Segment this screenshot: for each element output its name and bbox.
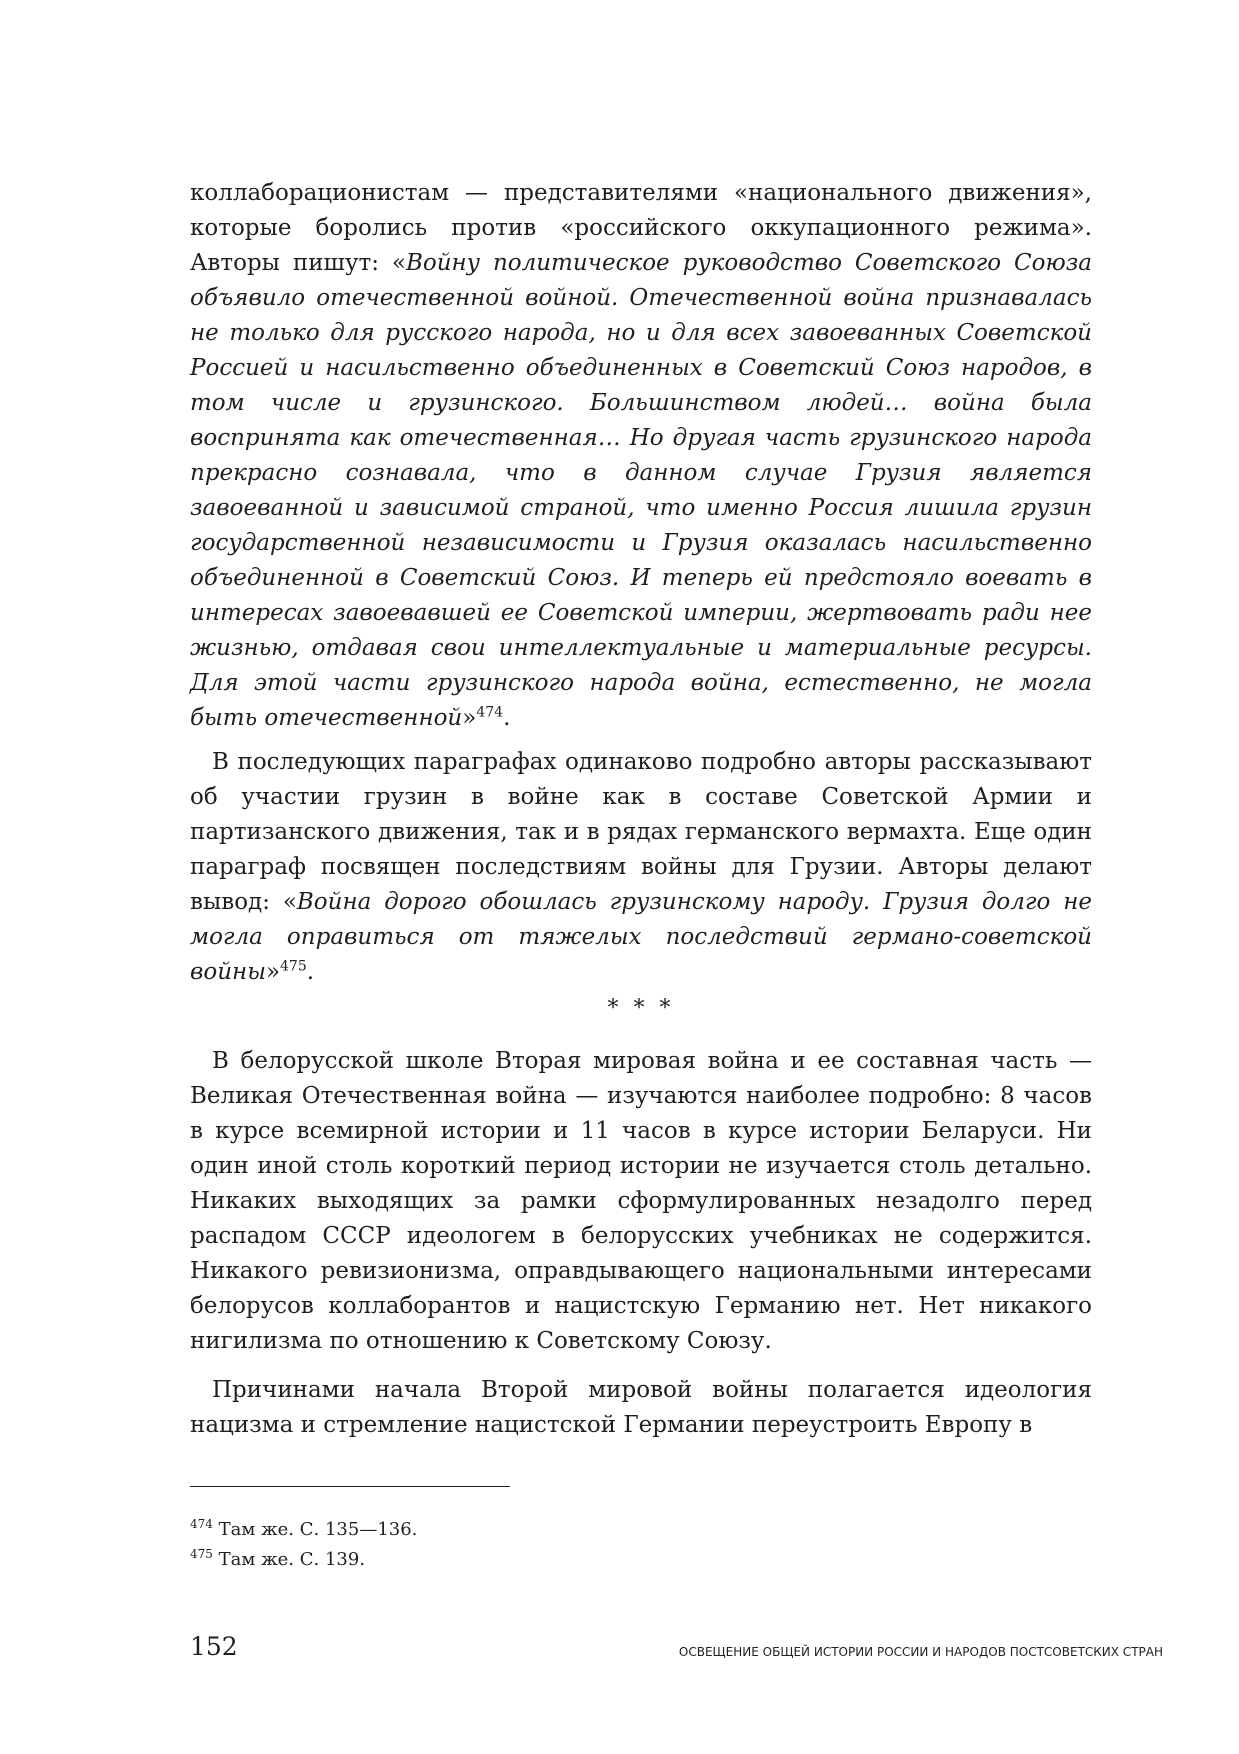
body-paragraph-3 [190,1044,1092,1359]
footnote-ref-474[interactable]: 474 [476,704,504,721]
paragraph-2-quote: Война дорого обошлась грузинскому народу. Грузия долго не могла оправиться от тяжелых последствий германо-советской войны [190,889,1093,985]
paragraph-2-quote-close: » [265,959,281,985]
footnote-divider [190,1486,510,1487]
footnote-text: Там же. С. 135—136. [212,1519,418,1540]
body-paragraph-1 [190,176,1092,736]
footnotes [190,1515,790,1575]
footnote-number: 474 [190,1517,213,1531]
footnote-474 [190,1515,790,1545]
paragraph-2-lead: В последующих параграфах одинаково подробно авторы рассказывают об участии грузин в войне как в составе Советской Армии и партизанского движения, так и в рядах германского вермахта. Еще один параграф посвящен последствиям войны для Грузии. Авторы делают вывод: « [190,749,1092,915]
running-title: ОСВЕЩЕНИЕ ОБЩЕЙ ИСТОРИИ РОССИИ И НАРОДОВ ПОСТСОВЕТСКИХ СТРАН [678,1645,1163,1659]
section-separator: * * * [607,996,675,1021]
body-paragraph-4 [190,1373,1092,1443]
paragraph-4-text: Причинами начала Второй мировой войны полагается идеология нацизма и стремление нацистской Германии переустроить Европу в [190,1377,1092,1438]
paragraph-2-end: . [306,959,315,985]
paragraph-1-quote: Войну политическое руководство Советского Союза объявило отечественной войной. Отечественной война признавалась не только для русского народа, но и для всех завоеванных Советской Россией и насильственно объединенных в Советский Союз народов, в том числе и грузинского. Большинством людей… война была воспринята как отечественная… Но другая часть грузинского народа прекрасно сознавала, что в данном случае Грузия является завоеванной и зависимой страной, что именно Россия лишила грузин государственной независимости и Грузия оказалась насильственно объединенной в Советский Союз. И теперь ей предстояло воевать в интересах завоевавшей ее Советской империи, жертвовать ради нее жизнью, отдавая свои интеллектуальные и материальные ресурсы. Для этой части грузинского народа война, естественно, не могла быть отечественной [190,250,1092,731]
paragraph-3-text: В белорусской школе Вторая мировая война и ее составная часть — Великая Отечественная война — изучаются наиболее подробно: 8 часов в курсе всемирной истории и 11 часов в курсе истории Беларуси. Ни один иной столь короткий период истории не изучается столь детально. Никаких выходящих за рамки сформулированных незадолго перед распадом СССР идеологем в белорусских учебниках не содержится. Никакого ревизионизма, оправдывающего национальными интересами белорусов коллаборантов и нацистскую Германию нет. Нет никакого нигилизма по отношению к Советскому Союзу. [190,1048,1092,1354]
paragraph-1-quote-close: » [462,705,477,731]
body-paragraph-2 [190,745,1092,990]
footnote-number: 475 [190,1547,213,1561]
paragraph-1-end: . [503,705,511,731]
footnote-ref-475[interactable]: 475 [280,958,307,975]
page-number: 152 [190,1632,238,1661]
footnote-475 [190,1545,790,1575]
paragraph-1-lead: коллаборационистам — представителями «национального движения», которые боролись против «российского оккупационного режима». Авторы пишут: « [190,180,1092,276]
footnote-text: Там же. С. 139. [212,1549,366,1570]
